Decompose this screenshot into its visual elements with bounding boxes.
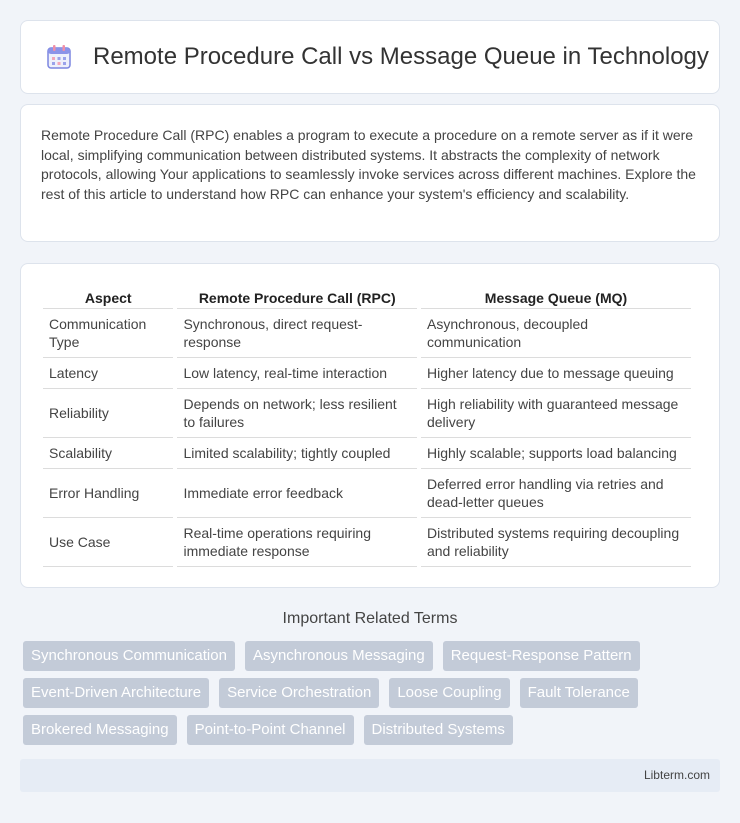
table-cell: Distributed systems requiring decoupling and reliability [421,518,691,567]
related-terms-title: Important Related Terms [282,610,458,627]
table-cell: Error Handling [43,469,173,518]
table-cell: Deferred error handling via retries and dead-letter queues [421,469,691,518]
table-cell: Depends on network; less resilient to failures [177,389,417,438]
footer [20,759,720,792]
table-cell: Real-time operations requiring immediate response [177,518,417,567]
table-cell: Immediate error feedback [177,469,417,518]
table-cell: Highly scalable; supports load balancing [421,438,691,469]
table-cell: Communication Type [43,309,173,358]
footer-site-link[interactable]: Libterm.com [643,768,710,782]
table-cell: Asynchronous, decoupled communication [421,309,691,358]
table-row [43,309,691,358]
related-term-tag[interactable]: Service Orchestration [219,678,379,708]
comparison-table [39,284,695,567]
table-cell: Use Case [43,518,173,567]
table-row [43,389,691,438]
comparison-card [20,263,720,588]
table-cell: Low latency, real-time interaction [177,358,417,389]
table-row [43,438,691,469]
related-term-tag[interactable]: Distributed Systems [364,715,513,745]
related-term-tag[interactable]: Point-to-Point Channel [187,715,354,745]
table-cell: Latency [43,358,173,389]
calendar-icon [45,43,73,71]
related-term-tag[interactable]: Synchronous Communication [23,641,235,671]
related-terms-list [20,641,720,752]
table-header-row [43,284,691,309]
table-cell: High reliability with guaranteed message delivery [421,389,691,438]
table-row [43,469,691,518]
column-header: Message Queue (MQ) [421,284,691,309]
table-cell: Limited scalability; tightly coupled [177,438,417,469]
header-card [20,20,720,94]
table-cell: Synchronous, direct request-response [177,309,417,358]
related-term-tag[interactable]: Event-Driven Architecture [23,678,209,708]
table-row [43,518,691,567]
related-term-tag[interactable]: Loose Coupling [389,678,509,708]
related-term-tag[interactable]: Asynchronous Messaging [245,641,433,671]
intro-card [20,104,720,242]
table-row [43,358,691,389]
related-term-tag[interactable]: Brokered Messaging [23,715,177,745]
column-header: Aspect [43,284,173,309]
table-cell: Reliability [43,389,173,438]
page-title: Remote Procedure Call vs Message Queue in Technology [93,43,709,70]
column-header: Remote Procedure Call (RPC) [177,284,417,309]
intro-text: Remote Procedure Call (RPC) enables a program to execute a procedure on a remote server as if it were local, simplifying communication between distributed systems. It abstracts the complexity of network protocols, allowing Your applications to seamlessly invoke services across different machines. Explore the rest of this article to understand how RPC can enhance your system's efficiency and scalability. [41,127,696,202]
table-cell: Scalability [43,438,173,469]
table-cell: Higher latency due to message queuing [421,358,691,389]
related-term-tag[interactable]: Fault Tolerance [520,678,638,708]
related-term-tag[interactable]: Request-Response Pattern [443,641,640,671]
